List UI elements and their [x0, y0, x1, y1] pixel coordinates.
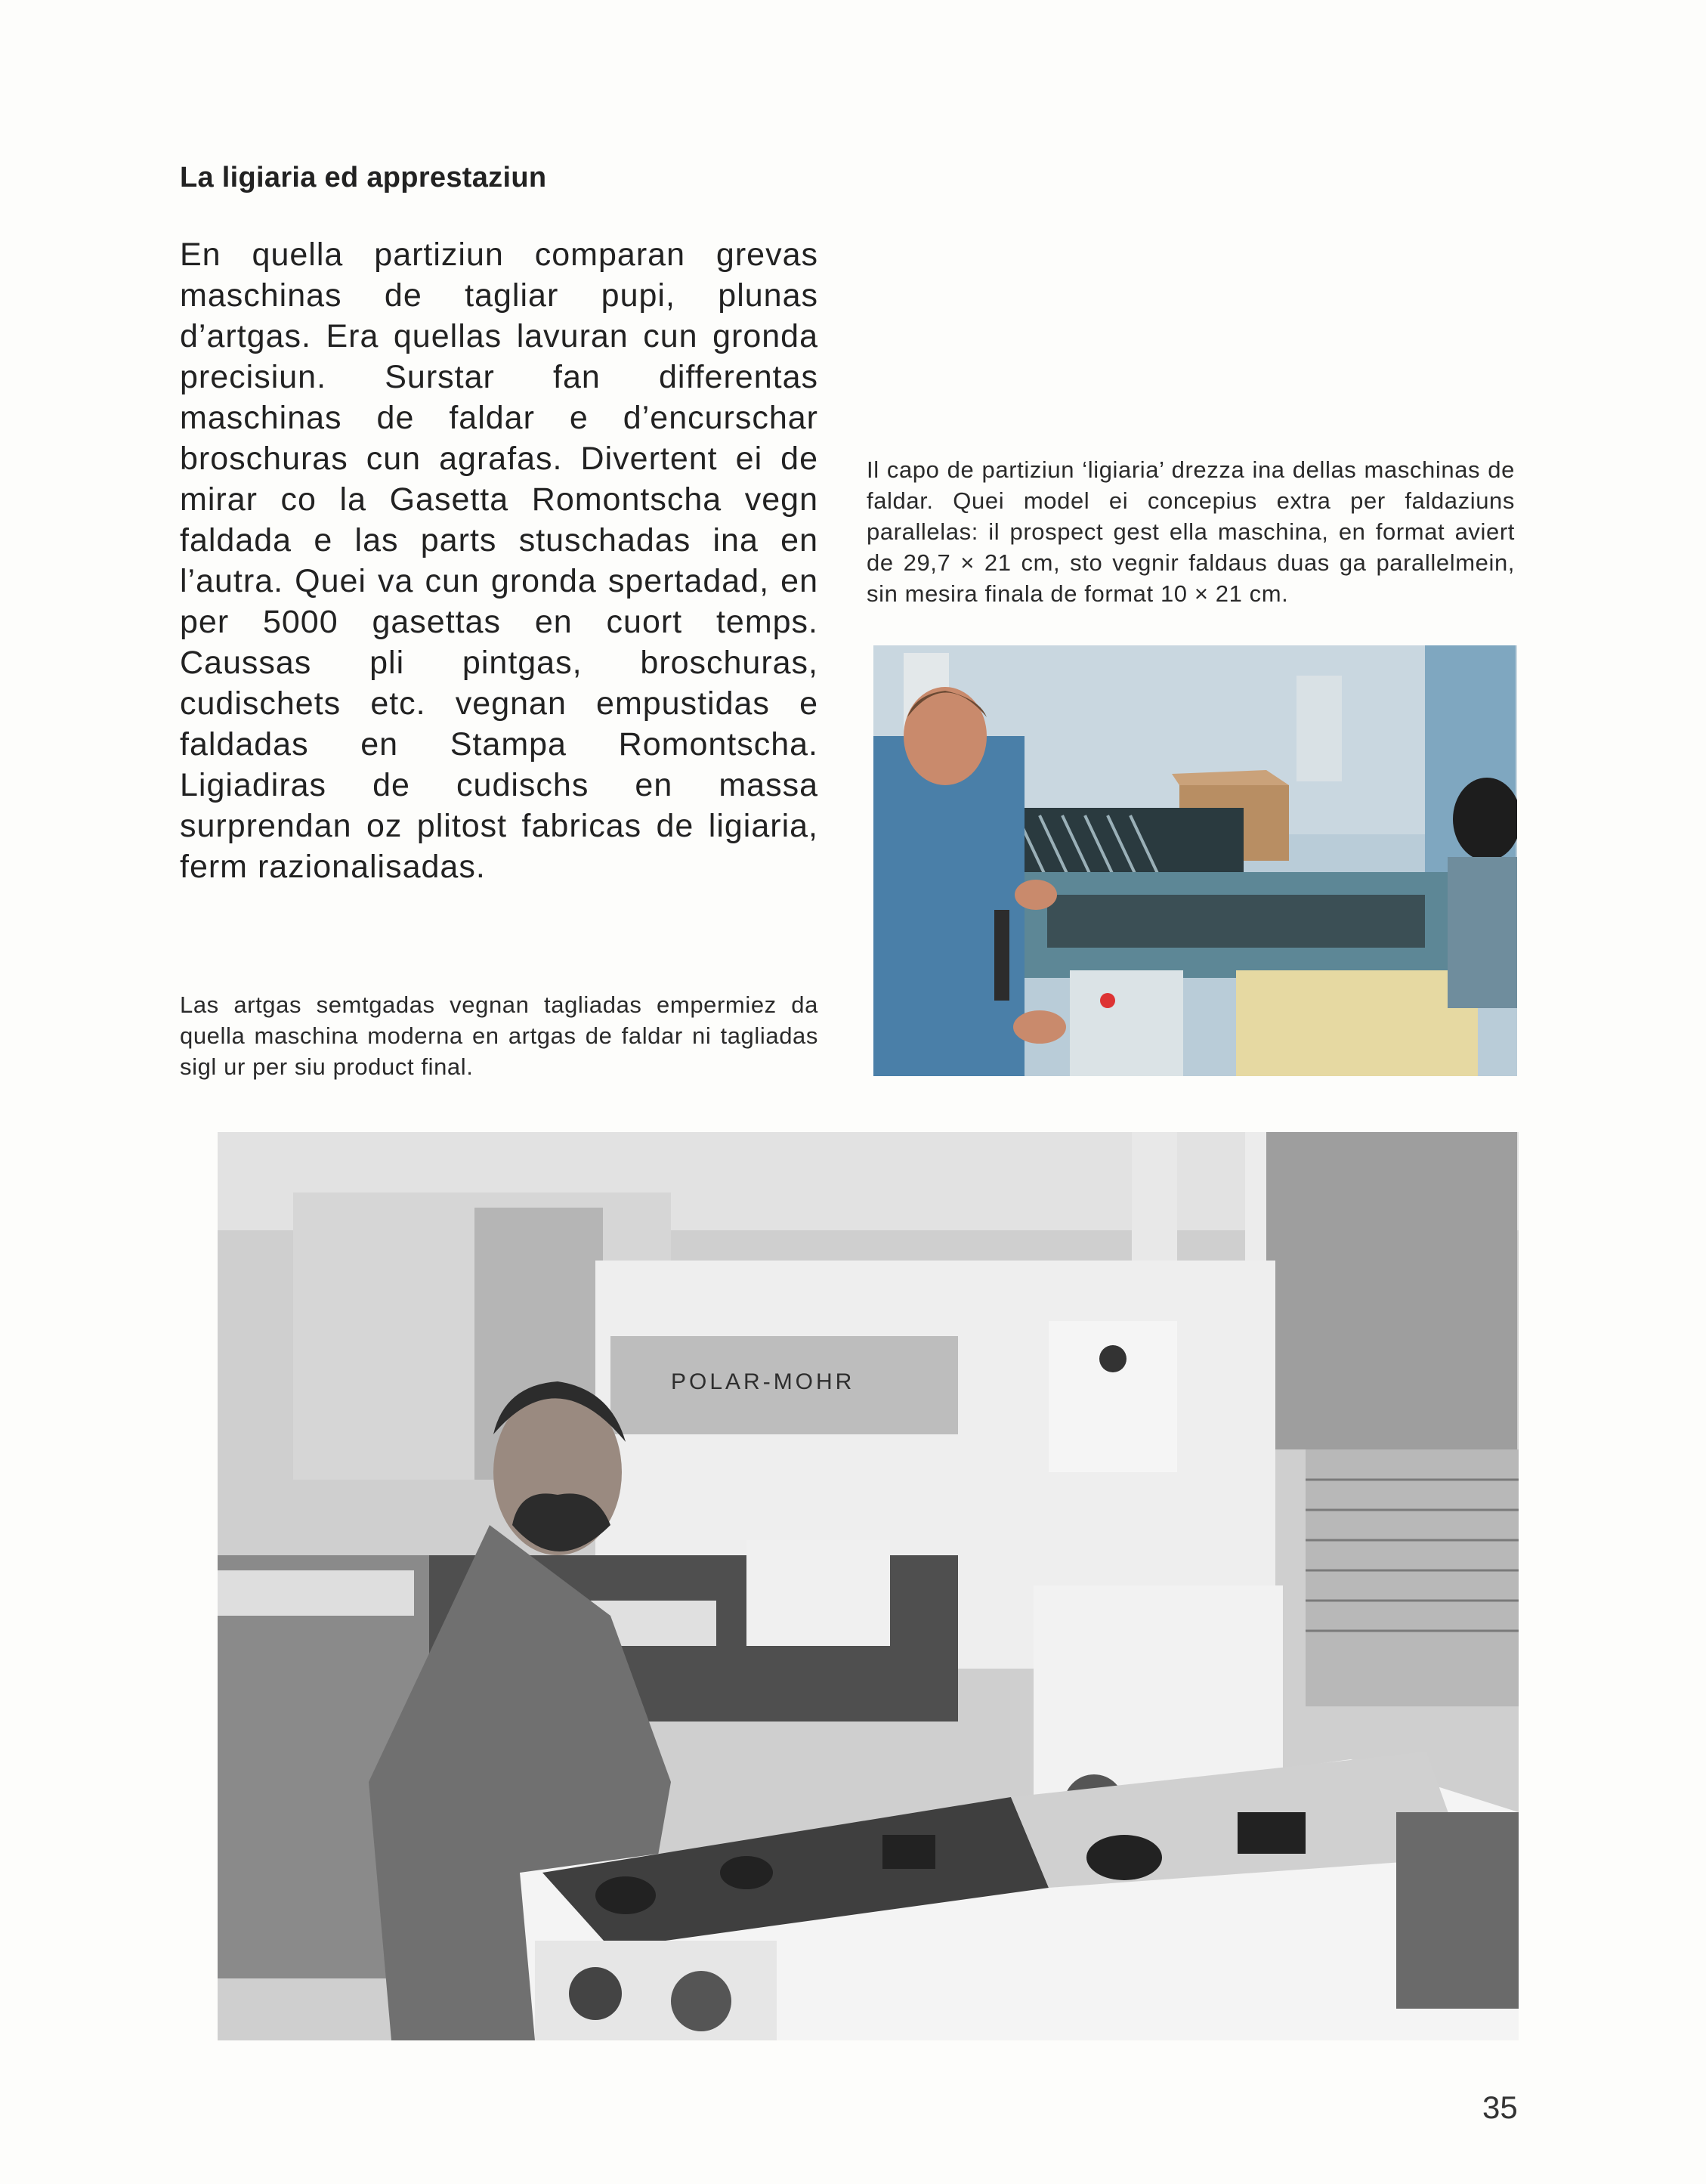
caption-cutting-machine: Las artgas semtgadas vegnan tagliadas empermiez da quella maschina moderna en artgas de faldar ni tagliadas sigl ur per siu product final. — [180, 991, 818, 1080]
section-heading: La ligiaria ed apprestaziun — [180, 162, 547, 193]
page-number: 35 — [1482, 2090, 1518, 2125]
photo-folding-machine — [873, 645, 1517, 1076]
body-paragraph: En quella partiziun comparan grevas maschinas de tagliar pupi, plunas d’artgas. Era quellas lavuran cun gronda precisiun. Surstar fan differentas maschinas de faldar e d’encurschar broschuras cun agrafas. Divertent ei de mirar co la Gasetta Romontscha vegn faldada e las parts stuschadas ina en l’autra. Quei va cun gronda spertadad, en per 5000 gasettas en cuort temps. Caussas pli pintgas, broschuras, cudischets etc. vegnan empustidas e faldadas en Stampa Romontscha. Ligiadiras de cudischs en massa surprendan oz plitost fabricas de ligiaria, ferm razionalisadas. — [180, 237, 818, 885]
caption-folding-machine: Il capo de partiziun ‘ligiaria’ drezza ina dellas maschinas de faldar. Quei model ei concepius extra per faldaziuns parallelas: il prospect gest ella maschina, en format aviert de 29,7 × 21 cm, sto vegnir faldaus duas ga parallelmein, sin mesira finala de format 10 × 21 cm. — [867, 456, 1515, 607]
photo-cutting-machine — [218, 1132, 1519, 2040]
cutting-machine-brand-label: POLAR-MOHR — [671, 1369, 855, 1394]
